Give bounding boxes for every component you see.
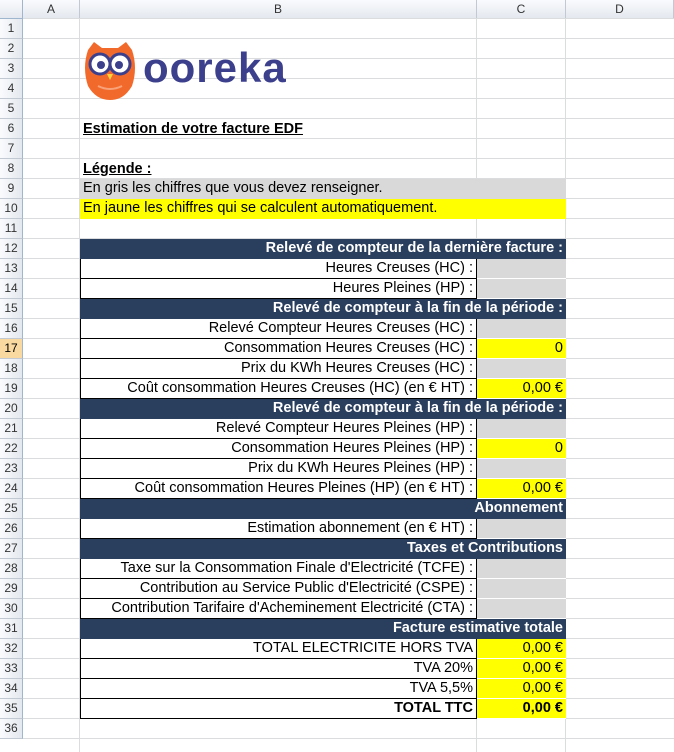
computed-cell[interactable]: 0	[477, 439, 566, 459]
row-label[interactable]: TVA 5,5%	[80, 679, 477, 699]
row-header-10[interactable]: 10	[0, 199, 23, 219]
row-label[interactable]: Relevé Compteur Heures Pleines (HP) :	[80, 419, 477, 439]
row-header-22[interactable]: 22	[0, 439, 23, 459]
row-label[interactable]: Prix du KWh Heures Creuses (HC) :	[80, 359, 477, 379]
computed-cell[interactable]: 0,00 €	[477, 639, 566, 659]
row-header-7[interactable]: 7	[0, 139, 23, 159]
logo-text: ooreka	[143, 44, 287, 91]
row-header-13[interactable]: 13	[0, 259, 23, 279]
column-header-a[interactable]: A	[23, 0, 80, 19]
row-label[interactable]: TOTAL ELECTRICITE HORS TVA	[80, 639, 477, 659]
grid-line	[23, 738, 674, 739]
grid-line	[23, 118, 674, 119]
section-header[interactable]: Taxes et Contributions	[80, 539, 566, 559]
row-header-19[interactable]: 19	[0, 379, 23, 399]
row-header-16[interactable]: 16	[0, 319, 23, 339]
row-label[interactable]: Contribution Tarifaire d'Acheminement Electricité (CTA) :	[80, 599, 477, 619]
input-cell[interactable]	[477, 599, 566, 619]
input-cell[interactable]	[477, 579, 566, 599]
row-label[interactable]: Consommation Heures Pleines (HP) :	[80, 439, 477, 459]
row-header-6[interactable]: 6	[0, 119, 23, 139]
row-header-3[interactable]: 3	[0, 59, 23, 79]
legend-heading[interactable]: Légende :	[83, 161, 152, 177]
row-header-18[interactable]: 18	[0, 359, 23, 379]
row-header-33[interactable]: 33	[0, 659, 23, 679]
column-header-b[interactable]: B	[80, 0, 477, 19]
row-header-11[interactable]: 11	[0, 219, 23, 239]
computed-cell[interactable]: 0,00 €	[477, 679, 566, 699]
row-header-8[interactable]: 8	[0, 159, 23, 179]
row-label[interactable]: TOTAL TTC	[80, 699, 477, 719]
row-label[interactable]: Consommation Heures Creuses (HC) :	[80, 339, 477, 359]
computed-cell[interactable]: 0,00 €	[477, 379, 566, 399]
row-label[interactable]: Taxe sur la Consommation Finale d'Electricité (TCFE) :	[80, 559, 477, 579]
row-header-15[interactable]: 15	[0, 299, 23, 319]
page-title[interactable]: Estimation de votre facture EDF	[83, 121, 303, 137]
input-cell[interactable]	[477, 279, 566, 299]
grid-line	[23, 18, 674, 19]
row-header-17[interactable]: 17	[0, 339, 23, 359]
row-header-25[interactable]: 25	[0, 499, 23, 519]
row-header-28[interactable]: 28	[0, 559, 23, 579]
row-header-1[interactable]: 1	[0, 19, 23, 39]
row-header-31[interactable]: 31	[0, 619, 23, 639]
row-label[interactable]: Estimation abonnement (en € HT) :	[80, 519, 477, 539]
row-header-12[interactable]: 12	[0, 239, 23, 259]
row-header-5[interactable]: 5	[0, 99, 23, 119]
input-cell[interactable]	[477, 559, 566, 579]
row-header-2[interactable]: 2	[0, 39, 23, 59]
row-label[interactable]: Contribution au Service Public d'Electricité (CSPE) :	[80, 579, 477, 599]
row-label[interactable]: TVA 20%	[80, 659, 477, 679]
input-cell[interactable]	[477, 259, 566, 279]
section-header[interactable]: Relevé de compteur de la dernière facture :	[80, 239, 566, 259]
input-cell[interactable]	[477, 519, 566, 539]
row-header-20[interactable]: 20	[0, 399, 23, 419]
row-label[interactable]: Heures Pleines (HP) :	[80, 279, 477, 299]
row-header-9[interactable]: 9	[0, 179, 23, 199]
section-header[interactable]: Abonnement	[80, 499, 566, 519]
row-label[interactable]: Prix du KWh Heures Pleines (HP) :	[80, 459, 477, 479]
legend-yellow[interactable]: En jaune les chiffres qui se calculent automatiquement.	[80, 199, 566, 219]
section-header[interactable]: Relevé de compteur à la fin de la période :	[80, 399, 566, 419]
section-header[interactable]: Facture estimative totale	[80, 619, 566, 639]
input-cell[interactable]	[477, 359, 566, 379]
row-label[interactable]: Relevé Compteur Heures Creuses (HC) :	[80, 319, 477, 339]
row-label[interactable]: Coût consommation Heures Creuses (HC) (en € HT) :	[80, 379, 477, 399]
column-header-c[interactable]: C	[477, 0, 566, 19]
row-header-35[interactable]: 35	[0, 699, 23, 719]
input-cell[interactable]	[477, 459, 566, 479]
computed-cell[interactable]: 0,00 €	[477, 699, 566, 719]
row-header-23[interactable]: 23	[0, 459, 23, 479]
computed-cell[interactable]: 0	[477, 339, 566, 359]
row-header-32[interactable]: 32	[0, 639, 23, 659]
row-header-21[interactable]: 21	[0, 419, 23, 439]
row-label[interactable]: Coût consommation Heures Pleines (HP) (en € HT) :	[80, 479, 477, 499]
row-header-26[interactable]: 26	[0, 519, 23, 539]
row-header-14[interactable]: 14	[0, 279, 23, 299]
row-header-29[interactable]: 29	[0, 579, 23, 599]
grid-line	[23, 158, 674, 159]
input-cell[interactable]	[477, 319, 566, 339]
section-header[interactable]: Relevé de compteur à la fin de la période :	[80, 299, 566, 319]
legend-gray[interactable]: En gris les chiffres que vous devez renseigner.	[80, 179, 566, 199]
row-label[interactable]: Heures Creuses (HC) :	[80, 259, 477, 279]
input-cell[interactable]	[477, 419, 566, 439]
select-all-corner[interactable]	[0, 0, 23, 19]
row-header-27[interactable]: 27	[0, 539, 23, 559]
row-header-30[interactable]: 30	[0, 599, 23, 619]
grid-line	[23, 38, 674, 39]
owl-logo-icon	[80, 40, 140, 102]
row-header-36[interactable]: 36	[0, 719, 23, 739]
computed-cell[interactable]: 0,00 €	[477, 659, 566, 679]
column-header-d[interactable]: D	[566, 0, 674, 19]
row-header-24[interactable]: 24	[0, 479, 23, 499]
computed-cell[interactable]: 0,00 €	[477, 479, 566, 499]
row-header-4[interactable]: 4	[0, 79, 23, 99]
row-header-34[interactable]: 34	[0, 679, 23, 699]
